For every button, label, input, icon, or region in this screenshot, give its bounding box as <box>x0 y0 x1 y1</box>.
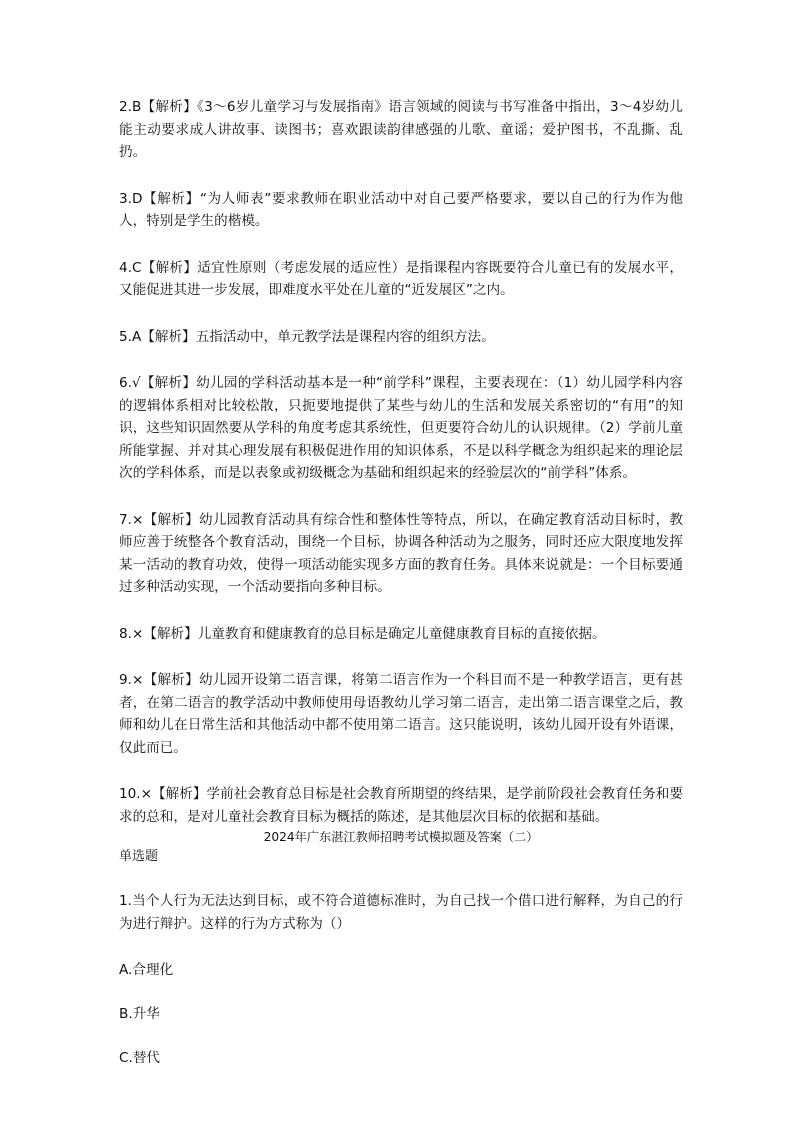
exam-title: 2024年广东湛江教师招聘考试模拟题及答案（二） <box>263 830 539 844</box>
answer-explanation-3: 3.D【解析】“为人师表”要求教师在职业活动中对自己要严格要求，要以自己的行为作为他人，特别是学生的楷模。 <box>119 190 683 229</box>
answer-explanation-5: 5.A【解析】五指活动中，单元教学法是课程内容的组织方法。 <box>119 328 495 345</box>
answer-explanation-2: 2.B【解析】《3～6岁儿童学习与发展指南》语言领域的阅读与书写准备中指出，3～4岁幼儿能主动要求成人讲故事、读图书；喜欢跟读韵律感强的儿歌、童谣；爱护图书，不乱撕、乱扔。 <box>119 99 683 160</box>
question-1: 1.当个人行为无法达到目标，或不符合道德标准时，为自己找一个借口进行解释，为自己的行为进行辩护。这样的行为方式称为（） <box>119 893 683 932</box>
answer-explanation-7: 7.×【解析】幼儿园教育活动具有综合性和整体性等特点，所以，在确定教育活动目标时，教师应善于统整各个教育活动，围绕一个目标，协调各种活动为之服务，同时还应大限度地发挥某一活动的教育功效，使得一项活动能实现多方面的教育任务。具体来说就是：一个目标要通过多种活动实现，一个活动要指向多种目标。 <box>119 511 683 595</box>
answer-explanation-4: 4.C【解析】适宜性原则（考虑发展的适应性）是指课程内容既要符合儿童已有的发展水平，又能促进其进一步发展，即难度水平处在儿童的“近发展区”之内。 <box>119 259 683 298</box>
answer-explanation-8: 8.×【解析】儿童教育和健康教育的总目标是确定儿童健康教育目标的直接依据。 <box>119 625 606 642</box>
document-page <box>119 96 683 1091</box>
option-b: B.升华 <box>119 1006 160 1022</box>
answer-explanation-9: 9.×【解析】幼儿园开设第二语言课，将第二语言作为一个科目而不是一种教学语言，更有甚者，在第二语言的教学活动中教师使用母语教幼儿学习第二语言，走出第二语言课堂之后，教师和幼儿在日常生活和其他活动中都不使用第二语言。这只能说明，该幼儿园开设有外语课，仅此而已。 <box>119 672 683 756</box>
option-a: A.合理化 <box>119 962 174 978</box>
option-c: C.替代 <box>119 1050 161 1066</box>
answer-explanation-6: 6.√【解析】幼儿园的学科活动基本是一种“前学科”课程，主要表现在：（1）幼儿园学科内容的逻辑体系相对比较松散，只扼要地提供了某些与幼儿的生活和发展关系密切的“有用”的知识，这些知识固然要从学科的角度考虑其系统性，但更要符合幼儿的认识规律。（2）学前儿童所能掌握、并对其心理发展有积极促进作用的知识体系，不是以科学概念为组织起来的理论层次的学科体系，而是以表象或初级概念为基础和组织起来的经验层次的“前学科”体系。 <box>119 375 683 481</box>
answer-explanation-10: 10.×【解析】学前社会教育总目标是社会教育所期望的终结果，是学前阶段社会教育任务和要求的总和，是对儿童社会教育目标为概括的陈述，是其他层次目标的依据和基础。 <box>119 786 683 825</box>
section-heading: 单选题 <box>119 849 159 864</box>
